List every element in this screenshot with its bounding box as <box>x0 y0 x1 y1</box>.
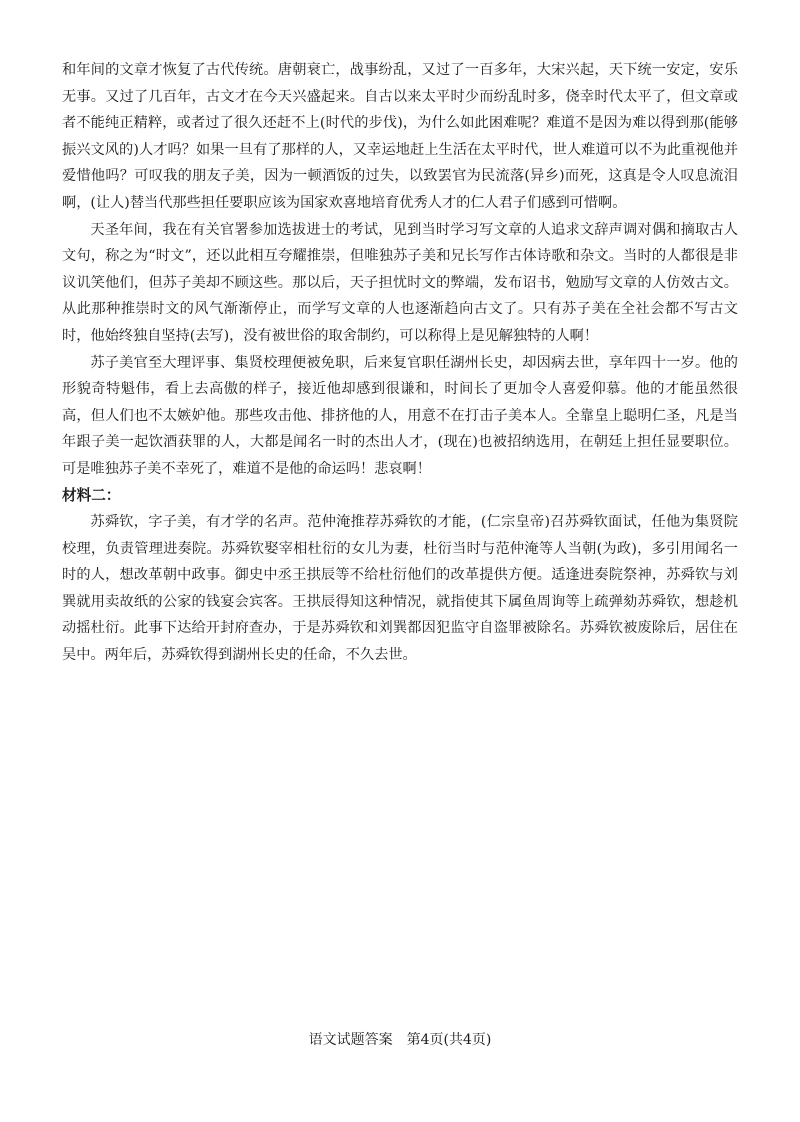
document-body <box>62 57 738 669</box>
paragraph-biography: 苏舜钦，字子美，有才学的名声。范仲淹推荐苏舜钦的才能，(仁宗皇帝)召苏舜钦面试，任他为集贤院校理，负责管理进奏院。苏舜钦娶宰相杜衍的女儿为妻，杜衍当时与范仲淹等人当朝(为政)，多引用闻名一时的人，想改革朝中政事。御史中丞王拱辰等不给杜衍他们的改革提供方便。适逢进奏院祭神，苏舜钦与刘巽就用卖故纸的公家的钱宴会宾客。王拱辰得知这种情况，就指使其下属鱼周询等上疏弹劾苏舜钦，想趁机动摇杜衍。此事下达给开封府查办，于是苏舜钦和刘巽都因犯监守自盗罪被除名。苏舜钦被废除后，居住在吴中。两年后，苏舜钦得到湖州长史的任命，不久去世。 <box>62 514 738 664</box>
section-heading-material-two: 材料二： <box>62 486 121 504</box>
paragraph-continuation: 和年间的文章才恢复了古代传统。唐朝衰亡，战事纷乱，又过了一百多年，大宋兴起，天下统一安定，安乐无事。又过了几百年，古文才在今天兴盛起来。自古以来太平时少而纷乱时多，侥幸时代太平了，但文章或者不能纯正精粹，或者过了很久还赶不上(时代的步伐)，为什么如此困难呢？难道不是因为难以得到那(能够振兴文风的)人才吗？如果一旦有了那样的人，又幸运地赶上生活在太平时代，世人难道可以不为此重视他并爱惜他吗？可叹我的朋友子美，因为一顿酒饭的过失，以致罢官为民流落(异乡)而死，这真是令人叹息流泪啊，(让人)替当代那些担任要职应该为国家欢喜地培育优秀人才的仁人君子们感到可惜啊。 <box>62 62 738 211</box>
paragraph-tiansheng: 天圣年间，我在有关官署参加选拔进士的考试，见到当时学习写文章的人追求文辞声调对偶和摘取古人文句，称之为“时文”，还以此相互夸耀推崇，但唯独苏子美和兄长写作古体诗歌和杂文。当时的人都很是非议讥笑他们，但苏子美却不顾这些。那以后，天子担忧时文的弊端，发布诏书，勉励写文章的人仿效古文。从此那种推崇时文的风气渐渐停止，而学写文章的人也逐渐趋向古文了。只有苏子美在全社会都不写古文时，他始终独自坚持(去写)，没有被世俗的取舍制约，可以称得上是见解独特的人啊！ <box>62 221 738 344</box>
paragraph-official-career: 苏子美官至大理评事、集贤校理便被免职，后来复官职任湖州长史，却因病去世，享年四十一岁。他的形貌奇特魁伟，看上去高傲的样子，接近他却感到很谦和，时间长了更加令人喜爱仰慕。他的才能虽然很高，但人们也不太嫉妒他。那些攻击他、排挤他的人，用意不在打击子美本人。全靠皇上聪明仁圣，凡是当年跟子美一起饮酒获罪的人，大都是闻名一时的杰出人才，(现在)也被招纳选用，在朝廷上担任显要职位。可是唯独苏子美不幸死了，难道不是他的命运吗！悲哀啊！ <box>62 354 738 477</box>
page-footer: 语文试题答案 第4页(共4页) <box>308 1032 492 1048</box>
